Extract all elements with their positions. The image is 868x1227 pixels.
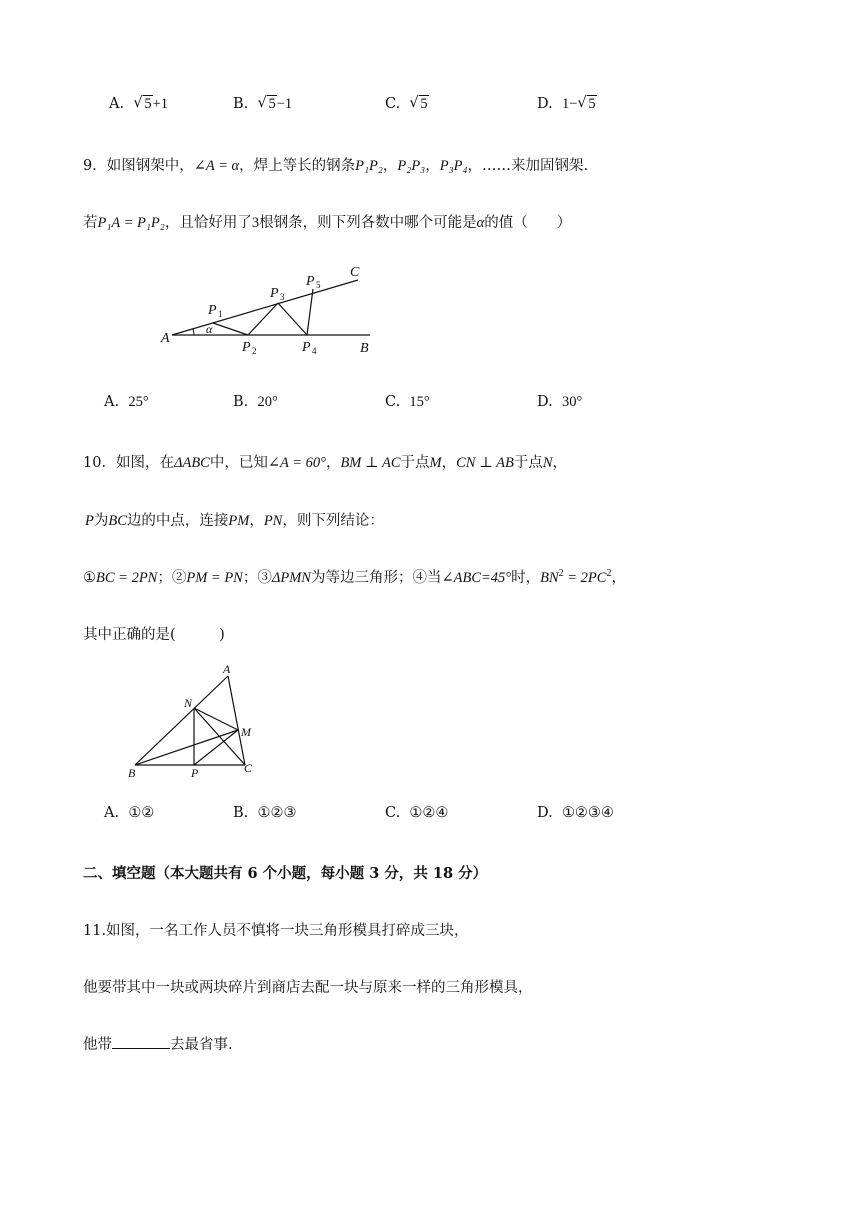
label-a: A — [161, 331, 170, 346]
sqrt-radicand: 5 — [420, 96, 428, 112]
text: ，则下列结论： — [282, 513, 384, 529]
q8-option-d — [537, 96, 597, 113]
q11-line2: 他要带其中一块或两块碎片到商店去配一块与原来一样的三角形模具， — [83, 980, 533, 996]
point-m: M — [429, 455, 442, 471]
section-2-heading: 二、填空题（本大题共有 6 个小题，每小题 3 分，共 18 分） — [83, 865, 488, 882]
label-p2: P — [242, 340, 251, 355]
q10-option-a — [104, 805, 154, 821]
option-value: ①②③ — [257, 805, 297, 821]
option-value: ①② — [128, 805, 155, 821]
q10-line3 — [83, 566, 626, 587]
text: ；③ — [242, 570, 272, 586]
bar-p3p4 — [278, 303, 307, 335]
option-label: B. — [233, 805, 249, 821]
text: ， — [249, 513, 264, 529]
angle-expression: ∠A = α — [193, 158, 240, 174]
option-label: C. — [385, 96, 401, 112]
q10-triangle-figure — [120, 662, 270, 782]
sqrt-radicand: 5 — [588, 96, 596, 112]
label-b: B — [128, 766, 136, 780]
separator: ， — [425, 158, 440, 174]
q9-line2 — [83, 211, 571, 232]
option-value: ①②③④ — [561, 805, 614, 821]
expr-2pc: = 2PC — [563, 570, 607, 586]
text: ， — [325, 455, 341, 471]
segment-pm — [194, 730, 238, 765]
option-label: A. — [104, 394, 120, 410]
option-prefix: 1− — [561, 96, 578, 112]
label-b: B — [360, 341, 369, 356]
number: 3 — [251, 215, 260, 231]
side-ac — [228, 676, 245, 765]
q9-number: 9．如图钢架中， — [83, 158, 194, 174]
text: 若 — [83, 215, 98, 231]
segment-pm: PM — [228, 513, 250, 529]
conclusion-1: BC = 2PN — [96, 570, 158, 586]
option-value: 30° — [561, 394, 583, 410]
text: 10．如图，在 — [83, 455, 174, 471]
point-p: P — [85, 513, 94, 529]
option-value: ①②④ — [409, 805, 449, 821]
label-a: A — [223, 662, 231, 676]
label-p5: P — [306, 274, 315, 289]
q9-steel-frame-figure — [150, 258, 390, 363]
conclusion-3: ΔPMN — [271, 570, 311, 586]
text: 的值（ ） — [484, 215, 572, 231]
label-p2-sub: 2 — [252, 346, 257, 356]
angle-expression: ∠A = 60° — [267, 455, 326, 471]
q11-line3 — [83, 1033, 233, 1054]
segment-p3p4: P₃P₄ — [439, 158, 468, 174]
conclusion-4-condition: ∠ABC=45° — [441, 570, 512, 586]
bar-p1p2 — [213, 323, 248, 335]
q8-option-c — [385, 96, 429, 113]
perp-cn-ab: CN ⊥ AB — [456, 455, 514, 471]
text: 为 — [93, 513, 109, 529]
q10-option-c — [385, 805, 448, 821]
q10-line2 — [85, 509, 384, 530]
text: 为等边三角形；④当 — [310, 570, 442, 586]
equation: P₁A = P₁P₂ — [97, 215, 165, 231]
label-c: C — [350, 265, 360, 280]
text: 于点 — [400, 455, 430, 471]
segment-p1p2: P₁P₂ — [355, 158, 383, 174]
q9-option-b — [233, 394, 278, 411]
label-p3: P — [270, 286, 279, 301]
text: ，……来加固钢架. — [467, 158, 589, 174]
exponent: 2 — [558, 568, 564, 580]
segment-bm — [135, 730, 238, 765]
option-label: C. — [385, 394, 401, 410]
ray-ac — [172, 280, 358, 335]
label-alpha: α — [206, 322, 213, 336]
option-value: 15° — [409, 394, 430, 410]
sqrt-radicand: 5 — [144, 96, 152, 112]
perp-bm-ac: BM ⊥ AC — [340, 455, 401, 471]
label-p5-sub: 5 — [316, 280, 321, 290]
q11-line1: 11.如图，一名工作人员不慎将一块三角形模具打碎成三块， — [83, 923, 469, 939]
segment-cn — [194, 708, 245, 765]
option-suffix: −1 — [276, 96, 293, 112]
q8-option-b — [233, 96, 292, 113]
text: 边的中点，连接 — [126, 513, 229, 529]
q9-option-a — [104, 394, 149, 411]
option-value: 20° — [257, 394, 278, 410]
sqrt-expression — [133, 96, 152, 113]
q9-option-d — [537, 394, 582, 411]
label-p4-sub: 4 — [312, 346, 317, 356]
q10-option-b — [233, 805, 296, 821]
conclusion-2: PM = PN — [186, 570, 243, 586]
label-p1: P — [208, 303, 217, 318]
option-label: D. — [537, 96, 553, 112]
sqrt-radicand: 5 — [268, 96, 276, 112]
bar-p4p5 — [307, 289, 313, 335]
text: 于点 — [513, 455, 543, 471]
answer-blank[interactable] — [112, 1036, 170, 1049]
point-n: N — [542, 455, 553, 471]
label-p: P — [191, 766, 199, 780]
exponent: 2 — [606, 568, 612, 580]
text: ，焊上等长的钢条 — [239, 158, 356, 174]
sqrt-expression — [257, 96, 276, 113]
label-n: N — [184, 696, 193, 710]
alpha-arc — [193, 329, 194, 335]
q8-option-a — [109, 96, 168, 113]
segment-pn: PN — [263, 513, 283, 529]
label-m: M — [241, 725, 251, 739]
q10-option-d — [537, 805, 614, 821]
label-p3-sub: 3 — [280, 292, 285, 302]
triangle-abc: ΔABC — [173, 455, 210, 471]
label-c: C — [244, 761, 253, 775]
option-label: D. — [537, 394, 553, 410]
text: ， — [611, 570, 626, 586]
label-p4: P — [302, 340, 311, 355]
segment-nm — [194, 708, 238, 730]
text: 根钢条，则下列各数中哪个可能是 — [259, 215, 477, 231]
option-value: 25° — [128, 394, 149, 410]
text: 中，已知 — [209, 455, 268, 471]
segment-p2p3: P₂P₃ — [397, 158, 426, 174]
option-label: B. — [233, 96, 249, 112]
text: 去最省事. — [170, 1037, 233, 1053]
sqrt-expression — [409, 96, 428, 113]
option-label: C. — [385, 805, 401, 821]
label-p1-sub: 1 — [218, 309, 223, 319]
text: 他带 — [83, 1037, 112, 1053]
q10-line1 — [83, 451, 567, 472]
option-label: B. — [233, 394, 249, 410]
circled-one: ① — [83, 570, 96, 586]
option-label: D. — [537, 805, 553, 821]
text: 时， — [511, 570, 541, 586]
expr-bn: BN — [540, 570, 559, 586]
text: ， — [441, 455, 457, 471]
segment-bc: BC — [108, 513, 127, 529]
alpha-symbol: α — [476, 215, 485, 231]
option-label: A. — [104, 805, 120, 821]
text: ， — [552, 455, 567, 471]
side-ab — [135, 676, 228, 765]
q9-line1 — [83, 154, 588, 175]
text: ，且恰好用了 — [164, 215, 252, 231]
sqrt-expression — [577, 96, 596, 113]
separator: ， — [382, 158, 398, 174]
q10-line4: 其中正确的是( ) — [83, 627, 225, 643]
q9-option-c — [385, 394, 430, 411]
option-label: A. — [109, 96, 125, 112]
text: ；② — [157, 570, 187, 586]
option-suffix: +1 — [152, 96, 168, 112]
